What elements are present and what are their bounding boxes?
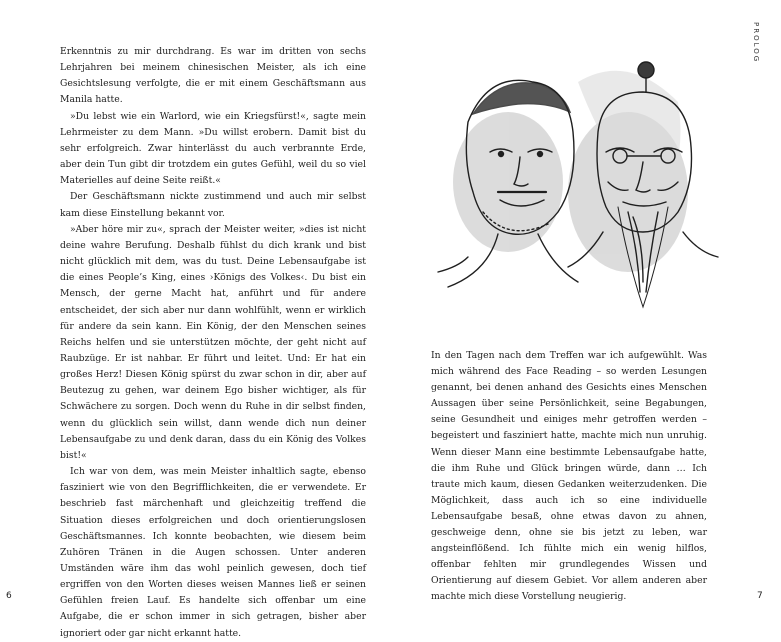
paragraph-1: Erkenntnis zu mir durchdrang. Es war im dritten von sechs Lehrjahren bei meinem chinesischen Meister, als ich eine Gesichtslesung verfolgte, die er mit einem Geschäftsmann aus Manila hatte. <box>60 46 366 106</box>
paragraph-3: Der Geschäftsmann nickte zustimmend und auch mir selbst kam diese Einstellung bekannt vor. <box>60 191 366 219</box>
portrait-illustration <box>428 42 728 322</box>
paragraph-2: »Du lebst wie ein Warlord, wie ein Kriegsfürst!«, sagte mein Lehrmeister zu dem Mann. »Du willst erobern. Damit bist du sehr erfolgreich. Zwar hinterlässt du auch verbrannte Erde, aber dein Tun gibt dir trotzdem ein gutes Gefühl, weil du so viel Materielles auf deine Seite reißt.« <box>60 110 366 187</box>
page-number-left: 6 <box>6 591 12 601</box>
paragraph-right-1: In den Tagen nach dem Treffen war ich aufgewühlt. Was mich während des Face Reading – so werden Lesungen genannt, bei denen anhand des Gesichts eines Menschen Aussagen über seine Persönlichkeit, seine Begabungen, seine Gesundheit und einiges mehr getroffen werden – begeistert und fasziniert hatte, machte mich nun unruhig. Wenn dieser Mann eine bestimmte Lebensaufgabe hatte, die ihm Ruhe und Glück bringen würde, dann … Ich traute mich kaum, diesen Gedanken weiterzudenken. Die Möglichkeit, dass auch ich so eine individuelle Lebensaufgabe besaß, ohne etwas davon zu ahnen, geschweige denn, ohne sie bis jetzt zu leben, war angsteinflößend. Ich fühlte mich ein wenig hilflos, offenbar fehlten mir grundlegendes Wissen und Orientierung auf diesem Gebiet. Vor allem anderen aber machte mich diese Vorstellung neugierig. <box>431 350 707 603</box>
page-number-right: 7 <box>757 591 763 601</box>
running-head: PROLOG <box>752 22 760 64</box>
paragraph-5: Ich war von dem, was mein Meister inhaltlich sagte, ebenso fasziniert wie von den Begrifflichkeiten, die er verwendete. Er beschrieb fast märchenhaft und gleichzeitig treffend die Situation dieses erfolgreichen und doch orientierungslosen Geschäftsmannes. Ich konnte beobachten, wie diesem beim Zuhören Tränen in die Augen schossen. Unter anderen Umständen wäre ihm das wohl peinlich gewesen, doch tief ergriffen von den Worten dieses weisen Mannes ließ er seinen Gefühlen freien Lauf. Es handelte sich offenbar um eine Aufgabe, die er schon immer in sich getragen, bisher aber ignoriert oder gar nicht erkannt hatte. <box>60 466 366 639</box>
left-page-text <box>60 44 366 642</box>
right-page-text <box>431 348 707 606</box>
paragraph-4: »Aber höre mir zu«, sprach der Meister weiter, »dies ist nicht deine wahre Berufung. Deshalb fühlst du dich krank und bist nicht glücklich mit dem, was du tust. Deine Lebensaufgabe ist die eines People’s King, eines ›Königs des Volkes‹. Du bist ein Mensch, der gerne Macht hat, anführt und für andere entscheidet, der sich aber nur dann wohlfühlt, wenn er wirklich für andere da sein kann. Ein König, der den Menschen seines Reichs helfen und sie unterstützen möchte, der geht nicht auf Raubzüge. Er ist nahbar. Er führt und leitet. Und: Er hat ein großes Herz! Diesen König spürst du zwar schon in dir, aber auf Beutezug zu gehen, war deinem Ego bisher wichtiger, als für Schwächere zu sorgen. Doch wenn du Ruhe in dir selbst finden, wenn du glücklich sein willst, dann wende dich nun deiner Lebensaufgabe zu und denk daran, dass du ein König des Volkes bist!« <box>60 223 366 461</box>
